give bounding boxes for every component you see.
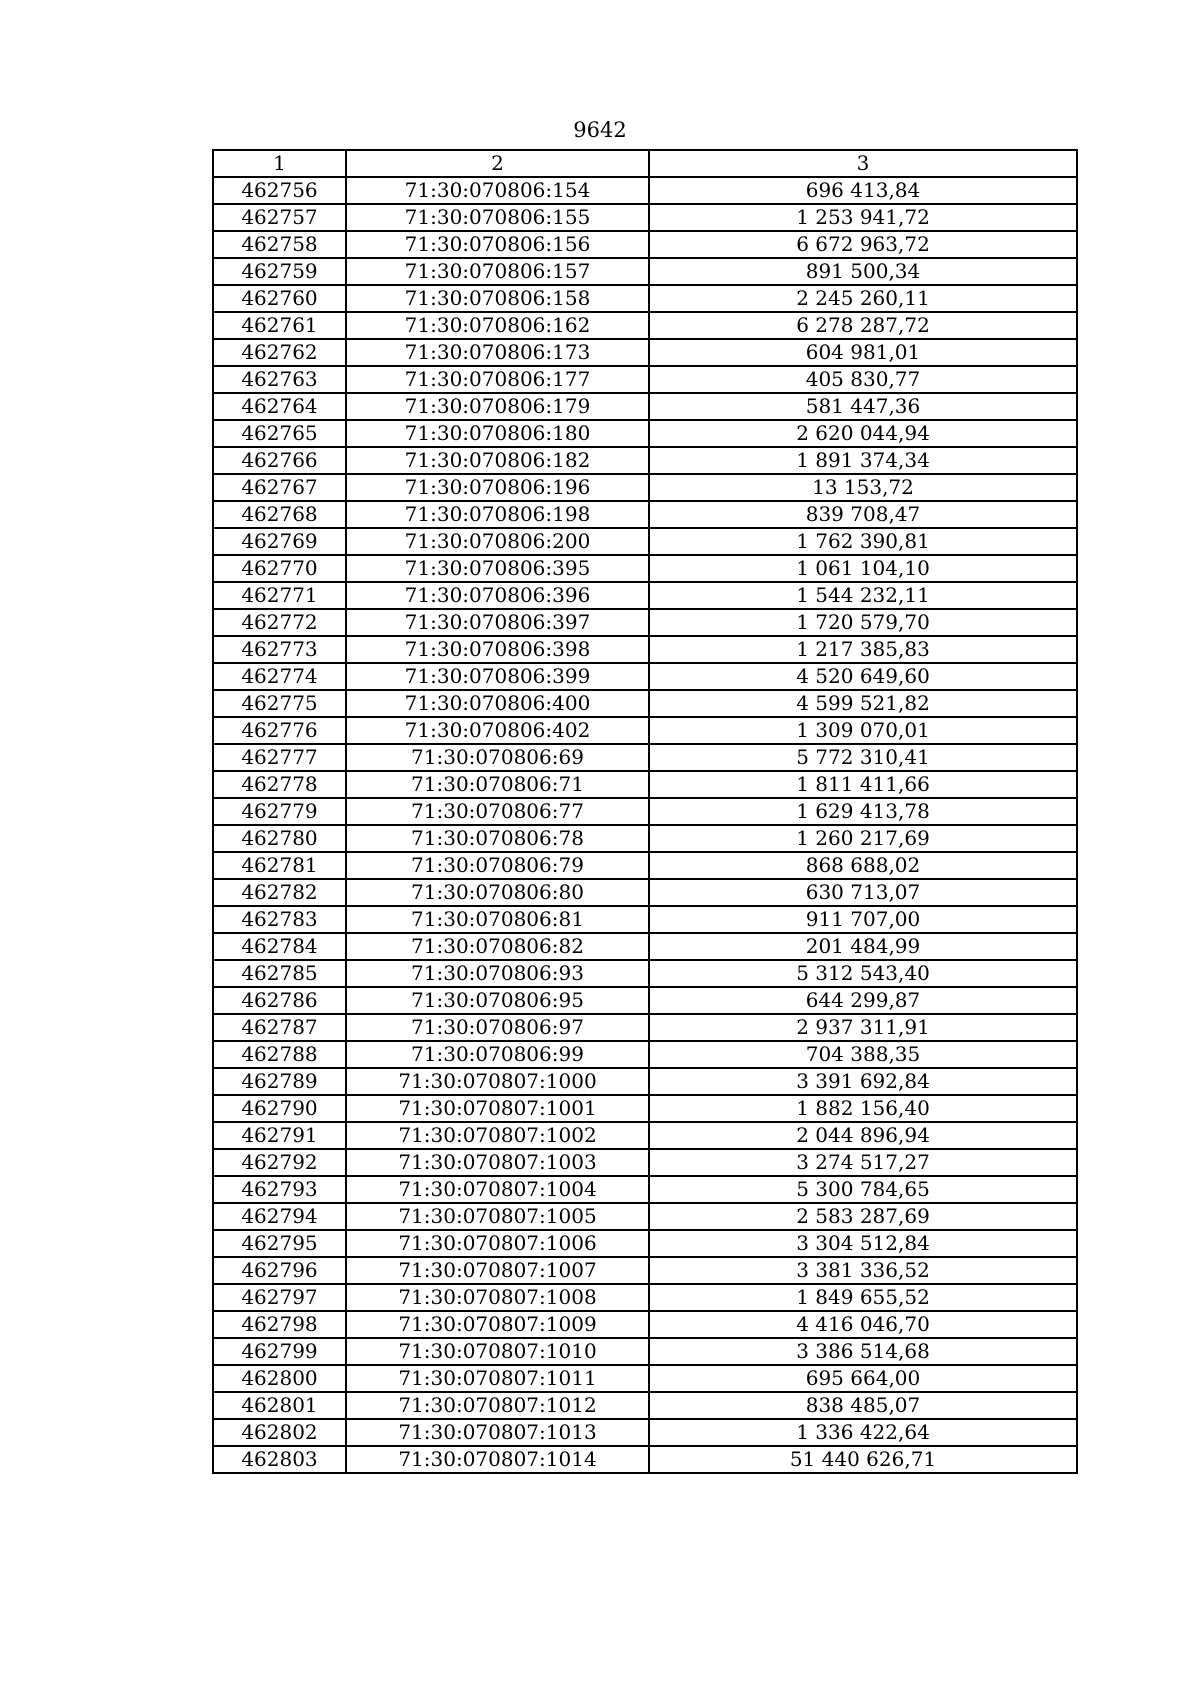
value-cell: 891 500,34 — [649, 258, 1077, 285]
value-cell: 704 388,35 — [649, 1041, 1077, 1068]
row-number-cell: 462762 — [213, 339, 346, 366]
value-cell: 405 830,77 — [649, 366, 1077, 393]
table-row — [213, 1446, 1077, 1473]
row-number-cell: 462769 — [213, 528, 346, 555]
table-row — [213, 1068, 1077, 1095]
row-number-cell: 462790 — [213, 1095, 346, 1122]
row-number-cell: 462768 — [213, 501, 346, 528]
table-row — [213, 609, 1077, 636]
cadastral-number-cell: 71:30:070807:1000 — [346, 1068, 649, 1095]
cadastral-number-cell: 71:30:070806:395 — [346, 555, 649, 582]
page-number: 9642 — [573, 118, 627, 142]
cadastral-number-cell: 71:30:070806:402 — [346, 717, 649, 744]
value-cell: 2 937 311,91 — [649, 1014, 1077, 1041]
table-row — [213, 879, 1077, 906]
table-row — [213, 906, 1077, 933]
table-row — [213, 636, 1077, 663]
value-cell: 2 583 287,69 — [649, 1203, 1077, 1230]
value-cell: 1 544 232,11 — [649, 582, 1077, 609]
table-row — [213, 528, 1077, 555]
cadastral-number-cell: 71:30:070806:396 — [346, 582, 649, 609]
value-cell: 4 520 649,60 — [649, 663, 1077, 690]
cadastral-number-cell: 71:30:070807:1007 — [346, 1257, 649, 1284]
cadastral-number-cell: 71:30:070807:1003 — [346, 1149, 649, 1176]
cadastral-number-cell: 71:30:070806:196 — [346, 474, 649, 501]
row-number-cell: 462791 — [213, 1122, 346, 1149]
cadastral-number-cell: 71:30:070806:173 — [346, 339, 649, 366]
cadastral-number-cell: 71:30:070807:1012 — [346, 1392, 649, 1419]
row-number-cell: 462772 — [213, 609, 346, 636]
value-cell: 911 707,00 — [649, 906, 1077, 933]
value-cell: 1 811 411,66 — [649, 771, 1077, 798]
row-number-cell: 462789 — [213, 1068, 346, 1095]
row-number-cell: 462788 — [213, 1041, 346, 1068]
table-row — [213, 177, 1077, 204]
value-cell: 51 440 626,71 — [649, 1446, 1077, 1473]
cadastral-number-cell: 71:30:070806:198 — [346, 501, 649, 528]
cadastral-number-cell: 71:30:070806:77 — [346, 798, 649, 825]
value-cell: 3 274 517,27 — [649, 1149, 1077, 1176]
value-cell: 2 620 044,94 — [649, 420, 1077, 447]
value-cell: 1 849 655,52 — [649, 1284, 1077, 1311]
row-number-cell: 462785 — [213, 960, 346, 987]
table-row — [213, 1230, 1077, 1257]
table-row — [213, 1095, 1077, 1122]
table-row — [213, 960, 1077, 987]
cadastral-number-cell: 71:30:070806:69 — [346, 744, 649, 771]
header-row — [213, 150, 1077, 177]
row-number-cell: 462787 — [213, 1014, 346, 1041]
cadastral-number-cell: 71:30:070806:179 — [346, 393, 649, 420]
row-number-cell: 462803 — [213, 1446, 346, 1473]
table-row — [213, 420, 1077, 447]
value-cell: 3 304 512,84 — [649, 1230, 1077, 1257]
value-cell: 13 153,72 — [649, 474, 1077, 501]
cadastral-number-cell: 71:30:070807:1008 — [346, 1284, 649, 1311]
table-row — [213, 204, 1077, 231]
table-row — [213, 1311, 1077, 1338]
value-cell: 1 882 156,40 — [649, 1095, 1077, 1122]
row-number-cell: 462794 — [213, 1203, 346, 1230]
value-cell: 4 599 521,82 — [649, 690, 1077, 717]
row-number-cell: 462779 — [213, 798, 346, 825]
table-row — [213, 393, 1077, 420]
row-number-cell: 462777 — [213, 744, 346, 771]
table-row — [213, 258, 1077, 285]
cadastral-number-cell: 71:30:070806:399 — [346, 663, 649, 690]
cadastral-number-cell: 71:30:070806:155 — [346, 204, 649, 231]
table-row — [213, 933, 1077, 960]
table-row — [213, 771, 1077, 798]
cadastral-number-cell: 71:30:070806:180 — [346, 420, 649, 447]
table-row — [213, 501, 1077, 528]
value-cell: 3 391 692,84 — [649, 1068, 1077, 1095]
row-number-cell: 462759 — [213, 258, 346, 285]
table-row — [213, 285, 1077, 312]
value-cell: 1 720 579,70 — [649, 609, 1077, 636]
cadastral-number-cell: 71:30:070806:200 — [346, 528, 649, 555]
cadastral-number-cell: 71:30:070806:81 — [346, 906, 649, 933]
table-row — [213, 339, 1077, 366]
row-number-cell: 462756 — [213, 177, 346, 204]
table-row — [213, 1365, 1077, 1392]
row-number-cell: 462783 — [213, 906, 346, 933]
value-cell: 644 299,87 — [649, 987, 1077, 1014]
cadastral-number-cell: 71:30:070807:1014 — [346, 1446, 649, 1473]
table-row — [213, 582, 1077, 609]
table-row — [213, 1176, 1077, 1203]
value-cell: 2 044 896,94 — [649, 1122, 1077, 1149]
value-cell: 839 708,47 — [649, 501, 1077, 528]
cadastral-number-cell: 71:30:070806:162 — [346, 312, 649, 339]
cadastral-number-cell: 71:30:070806:154 — [346, 177, 649, 204]
value-cell: 581 447,36 — [649, 393, 1077, 420]
column-header-3: 3 — [649, 150, 1077, 177]
row-number-cell: 462797 — [213, 1284, 346, 1311]
cadastral-number-cell: 71:30:070806:400 — [346, 690, 649, 717]
value-cell: 630 713,07 — [649, 879, 1077, 906]
row-number-cell: 462795 — [213, 1230, 346, 1257]
cadastral-number-cell: 71:30:070806:177 — [346, 366, 649, 393]
table-row — [213, 231, 1077, 258]
row-number-cell: 462782 — [213, 879, 346, 906]
column-header-2: 2 — [346, 150, 649, 177]
cadastral-number-cell: 71:30:070807:1010 — [346, 1338, 649, 1365]
row-number-cell: 462770 — [213, 555, 346, 582]
row-number-cell: 462764 — [213, 393, 346, 420]
value-cell: 6 672 963,72 — [649, 231, 1077, 258]
row-number-cell: 462763 — [213, 366, 346, 393]
table-row — [213, 1284, 1077, 1311]
table-row — [213, 852, 1077, 879]
value-cell: 5 312 543,40 — [649, 960, 1077, 987]
cadastral-number-cell: 71:30:070806:157 — [346, 258, 649, 285]
value-cell: 604 981,01 — [649, 339, 1077, 366]
value-cell: 1 061 104,10 — [649, 555, 1077, 582]
cadastral-number-cell: 71:30:070807:1013 — [346, 1419, 649, 1446]
cadastral-number-cell: 71:30:070806:97 — [346, 1014, 649, 1041]
row-number-cell: 462758 — [213, 231, 346, 258]
row-number-cell: 462765 — [213, 420, 346, 447]
value-cell: 4 416 046,70 — [649, 1311, 1077, 1338]
value-cell: 5 772 310,41 — [649, 744, 1077, 771]
table-row — [213, 987, 1077, 1014]
table-row — [213, 1122, 1077, 1149]
value-cell: 1 309 070,01 — [649, 717, 1077, 744]
table-row — [213, 1203, 1077, 1230]
value-cell: 696 413,84 — [649, 177, 1077, 204]
cadastral-number-cell: 71:30:070806:80 — [346, 879, 649, 906]
row-number-cell: 462786 — [213, 987, 346, 1014]
row-number-cell: 462774 — [213, 663, 346, 690]
cadastral-number-cell: 71:30:070806:71 — [346, 771, 649, 798]
table-row — [213, 717, 1077, 744]
value-cell: 1 762 390,81 — [649, 528, 1077, 555]
row-number-cell: 462767 — [213, 474, 346, 501]
row-number-cell: 462802 — [213, 1419, 346, 1446]
row-number-cell: 462776 — [213, 717, 346, 744]
row-number-cell: 462771 — [213, 582, 346, 609]
table-row — [213, 798, 1077, 825]
cadastral-number-cell: 71:30:070807:1005 — [346, 1203, 649, 1230]
row-number-cell: 462781 — [213, 852, 346, 879]
value-cell: 6 278 287,72 — [649, 312, 1077, 339]
cadastral-number-cell: 71:30:070806:158 — [346, 285, 649, 312]
table-body — [213, 177, 1077, 1473]
table-row — [213, 663, 1077, 690]
value-cell: 3 381 336,52 — [649, 1257, 1077, 1284]
table-row — [213, 474, 1077, 501]
table-row — [213, 447, 1077, 474]
row-number-cell: 462792 — [213, 1149, 346, 1176]
value-cell: 1 217 385,83 — [649, 636, 1077, 663]
row-number-cell: 462761 — [213, 312, 346, 339]
table-row — [213, 1392, 1077, 1419]
column-header-1: 1 — [213, 150, 346, 177]
value-cell: 1 336 422,64 — [649, 1419, 1077, 1446]
value-cell: 1 891 374,34 — [649, 447, 1077, 474]
table-row — [213, 555, 1077, 582]
cadastral-number-cell: 71:30:070806:78 — [346, 825, 649, 852]
data-table — [212, 149, 1078, 1474]
value-cell: 2 245 260,11 — [649, 285, 1077, 312]
cadastral-number-cell: 71:30:070806:182 — [346, 447, 649, 474]
row-number-cell: 462799 — [213, 1338, 346, 1365]
row-number-cell: 462773 — [213, 636, 346, 663]
row-number-cell: 462798 — [213, 1311, 346, 1338]
value-cell: 201 484,99 — [649, 933, 1077, 960]
value-cell: 1 253 941,72 — [649, 204, 1077, 231]
row-number-cell: 462766 — [213, 447, 346, 474]
table-row — [213, 1149, 1077, 1176]
row-number-cell: 462778 — [213, 771, 346, 798]
row-number-cell: 462800 — [213, 1365, 346, 1392]
cadastral-number-cell: 71:30:070806:82 — [346, 933, 649, 960]
table-row — [213, 690, 1077, 717]
cadastral-number-cell: 71:30:070806:99 — [346, 1041, 649, 1068]
cadastral-number-cell: 71:30:070807:1001 — [346, 1095, 649, 1122]
cadastral-number-cell: 71:30:070806:93 — [346, 960, 649, 987]
value-cell: 1 629 413,78 — [649, 798, 1077, 825]
table-row — [213, 1041, 1077, 1068]
cadastral-number-cell: 71:30:070807:1006 — [346, 1230, 649, 1257]
value-cell: 3 386 514,68 — [649, 1338, 1077, 1365]
value-cell: 5 300 784,65 — [649, 1176, 1077, 1203]
row-number-cell: 462784 — [213, 933, 346, 960]
row-number-cell: 462780 — [213, 825, 346, 852]
cadastral-number-cell: 71:30:070806:95 — [346, 987, 649, 1014]
table-row — [213, 744, 1077, 771]
row-number-cell: 462796 — [213, 1257, 346, 1284]
cadastral-number-cell: 71:30:070807:1011 — [346, 1365, 649, 1392]
cadastral-number-cell: 71:30:070806:156 — [346, 231, 649, 258]
value-cell: 695 664,00 — [649, 1365, 1077, 1392]
cadastral-number-cell: 71:30:070807:1002 — [346, 1122, 649, 1149]
cadastral-number-cell: 71:30:070807:1009 — [346, 1311, 649, 1338]
row-number-cell: 462757 — [213, 204, 346, 231]
value-cell: 868 688,02 — [649, 852, 1077, 879]
cadastral-number-cell: 71:30:070806:79 — [346, 852, 649, 879]
cadastral-number-cell: 71:30:070806:398 — [346, 636, 649, 663]
row-number-cell: 462801 — [213, 1392, 346, 1419]
row-number-cell: 462793 — [213, 1176, 346, 1203]
cadastral-number-cell: 71:30:070807:1004 — [346, 1176, 649, 1203]
table-row — [213, 1014, 1077, 1041]
cadastral-number-cell: 71:30:070806:397 — [346, 609, 649, 636]
row-number-cell: 462760 — [213, 285, 346, 312]
value-cell: 1 260 217,69 — [649, 825, 1077, 852]
table-row — [213, 1257, 1077, 1284]
value-cell: 838 485,07 — [649, 1392, 1077, 1419]
table-row — [213, 1338, 1077, 1365]
row-number-cell: 462775 — [213, 690, 346, 717]
table-row — [213, 825, 1077, 852]
table-row — [213, 312, 1077, 339]
table-row — [213, 366, 1077, 393]
table-row — [213, 1419, 1077, 1446]
